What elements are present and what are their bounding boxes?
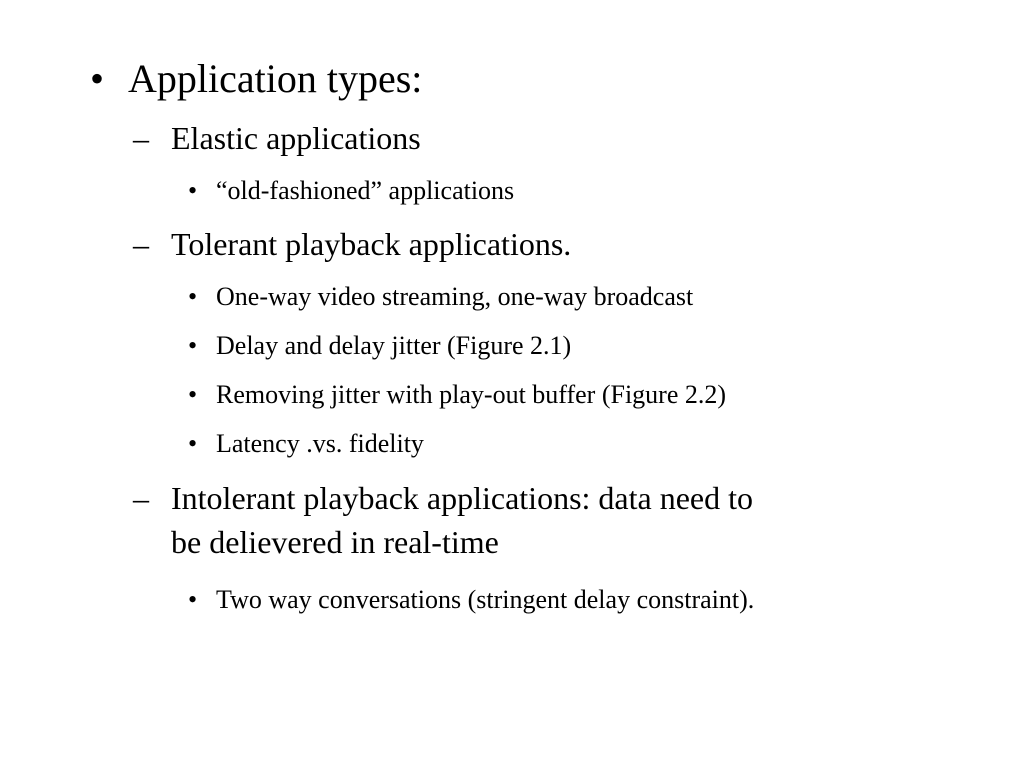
item-old-fashioned	[188, 174, 514, 208]
item-removing-jitter	[188, 378, 726, 412]
dash-marker: –	[133, 226, 149, 262]
item-one-way-video	[188, 280, 693, 314]
sub-bullet-intolerant	[133, 476, 933, 564]
item-two-way-conversations	[188, 583, 754, 617]
item-text: “old-fashioned” applications	[216, 176, 515, 205]
item-text: One-way video streaming, one-way broadcast	[216, 282, 694, 311]
sub-bullet-elastic	[133, 116, 933, 160]
dash-marker: –	[133, 120, 149, 156]
item-text: Latency .vs. fidelity	[216, 429, 424, 458]
dash-marker: –	[133, 480, 149, 516]
sub-bullet-text-line-2: be delievered in real-time	[171, 524, 499, 560]
sub-bullet-text: Elastic applications	[171, 120, 421, 156]
bullet-marker: •	[188, 282, 198, 311]
bullet-marker: •	[188, 331, 198, 360]
sub-bullet-text-line-1: Intolerant playback applications: data need to	[171, 480, 753, 516]
bullet-marker: •	[90, 56, 105, 101]
item-text: Removing jitter with play-out buffer (Figure 2.2)	[216, 380, 727, 409]
sub-bullet-text: Tolerant playback applications.	[171, 226, 572, 262]
bullet-marker: •	[188, 176, 198, 205]
bullet-marker: •	[188, 429, 198, 458]
sub-bullet-tolerant	[133, 222, 933, 266]
item-text: Two way conversations (stringent delay constraint).	[216, 585, 755, 614]
item-latency-fidelity	[188, 427, 424, 461]
item-delay-jitter	[188, 329, 571, 363]
item-text: Delay and delay jitter (Figure 2.1)	[216, 331, 572, 360]
bullet-text: Application types:	[128, 56, 423, 101]
bullet-marker: •	[188, 380, 198, 409]
bullet-marker: •	[188, 585, 198, 614]
